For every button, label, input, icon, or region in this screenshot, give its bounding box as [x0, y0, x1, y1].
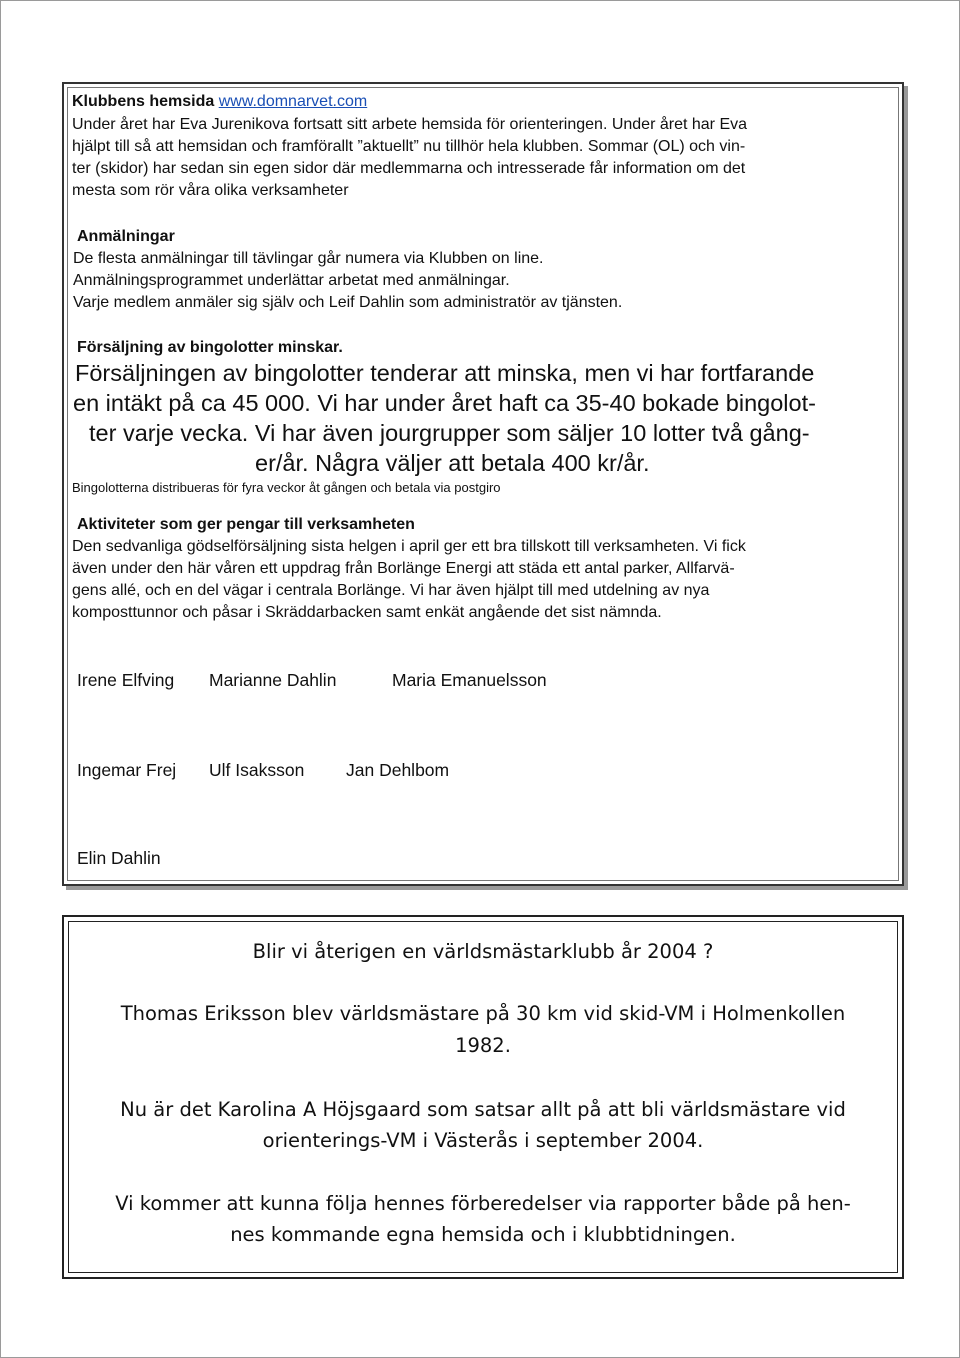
hemsida-heading-line — [72, 91, 367, 113]
board-member-name: Irene Elfving — [77, 670, 175, 690]
anmalningar-text-1: De flesta anmälningar till tävlingar går numera via Klubben on line. — [73, 250, 544, 267]
anmalningar-heading: Anmälningar — [77, 228, 175, 245]
board-member-name: Marianne Dahlin — [209, 670, 337, 690]
vm-question: Blir vi återigen en världsmästarklubb år 2004 ? — [252, 940, 714, 963]
vm-paragraph-2-line-1: Nu är det Karolina A Höjsgaard som satsar allt på att bli världsmästare vid — [120, 1098, 846, 1121]
hemsida-text-3: ter (skidor) har sedan sin egen sidor där medlemmarna och intresserade får information om det — [72, 160, 746, 177]
bingo-heading: Försäljning av bingolotter minskar. — [77, 339, 343, 356]
vm-paragraph-3-line-2: nes kommande egna hemsida och i klubbtidningen. — [230, 1223, 736, 1246]
board-member-name: Maria Emanuelsson — [392, 670, 547, 690]
vm-paragraph-3-line-1: Vi kommer att kunna följa hennes förberedelser via rapporter både på hen- — [115, 1192, 851, 1215]
aktiviteter-text-4: komposttunnor och påsar i Skräddarbacken samt enkät angående det sist nämnda. — [72, 604, 662, 621]
anmalningar-text-2: Anmälningsprogrammet underlättar arbetat med anmälningar. — [73, 272, 510, 289]
aktiviteter-text-2: även under den här våren ett uppdrag från Borlänge Energi att städa ett antal parker, Allfarvä- — [72, 560, 735, 577]
aktiviteter-text-3: gens allé, och en del vägar i centrala Borlänge. Vi har även hjälpt till med utdelning av nya — [72, 582, 710, 599]
bingo-big-text-4: er/år. Några väljer att betala 400 kr/år. — [255, 450, 650, 476]
bingo-big-text-1: Försäljningen av bingolotter tenderar att minska, men vi har fortfarande — [75, 360, 815, 386]
vm-paragraph-1-line-1: Thomas Eriksson blev världsmästare på 30 km vid skid-VM i Holmenkollen — [120, 1002, 846, 1025]
aktiviteter-text-1: Den sedvanliga gödselförsäljning sista helgen i april ger ett bra tillskott till verksamheten. Vi fick — [72, 538, 746, 555]
hemsida-text-2: hjälpt till så att hemsidan och framförallt ”aktuellt” nu tillhör hela klubben. Sommar (OL) och vin- — [72, 138, 746, 155]
board-member-name: Ingemar Frej — [77, 760, 177, 780]
bingo-big-text-2: en intäkt på ca 45 000. Vi har under året haft ca 35-40 bokade bingolot- — [73, 390, 816, 416]
aktiviteter-heading: Aktiviteter som ger pengar till verksamheten — [77, 516, 415, 533]
board-member-name: Jan Dehlbom — [346, 760, 450, 780]
world-champion-box — [62, 915, 904, 1279]
vm-paragraph-1-line-2: 1982. — [455, 1034, 511, 1057]
bingo-big-text-3: ter varje vecka. Vi har även jourgrupper som säljer 10 lotter två gång- — [89, 420, 810, 446]
board-member-name: Elin Dahlin — [77, 848, 161, 868]
club-website-link[interactable]: www.domnarvet.com — [218, 93, 368, 110]
anmalningar-text-3: Varje medlem anmäler sig själv och Leif Dahlin som administratör av tjänsten. — [73, 294, 623, 311]
hemsida-heading: Klubbens hemsida — [72, 93, 215, 110]
board-member-name: Ulf Isaksson — [209, 760, 305, 780]
hemsida-text-1: Under året har Eva Jurenikova fortsatt sitt arbete hemsida för orienteringen. Under året har Eva — [72, 116, 748, 133]
vm-paragraph-2-line-2: orienterings-VM i Västerås i september 2004. — [262, 1129, 704, 1152]
bingo-small-text: Bingolotterna distribueras för fyra veckor åt gången och betala via postgiro — [72, 480, 501, 495]
hemsida-text-4: mesta som rör våra olika verksamheter — [72, 182, 349, 199]
